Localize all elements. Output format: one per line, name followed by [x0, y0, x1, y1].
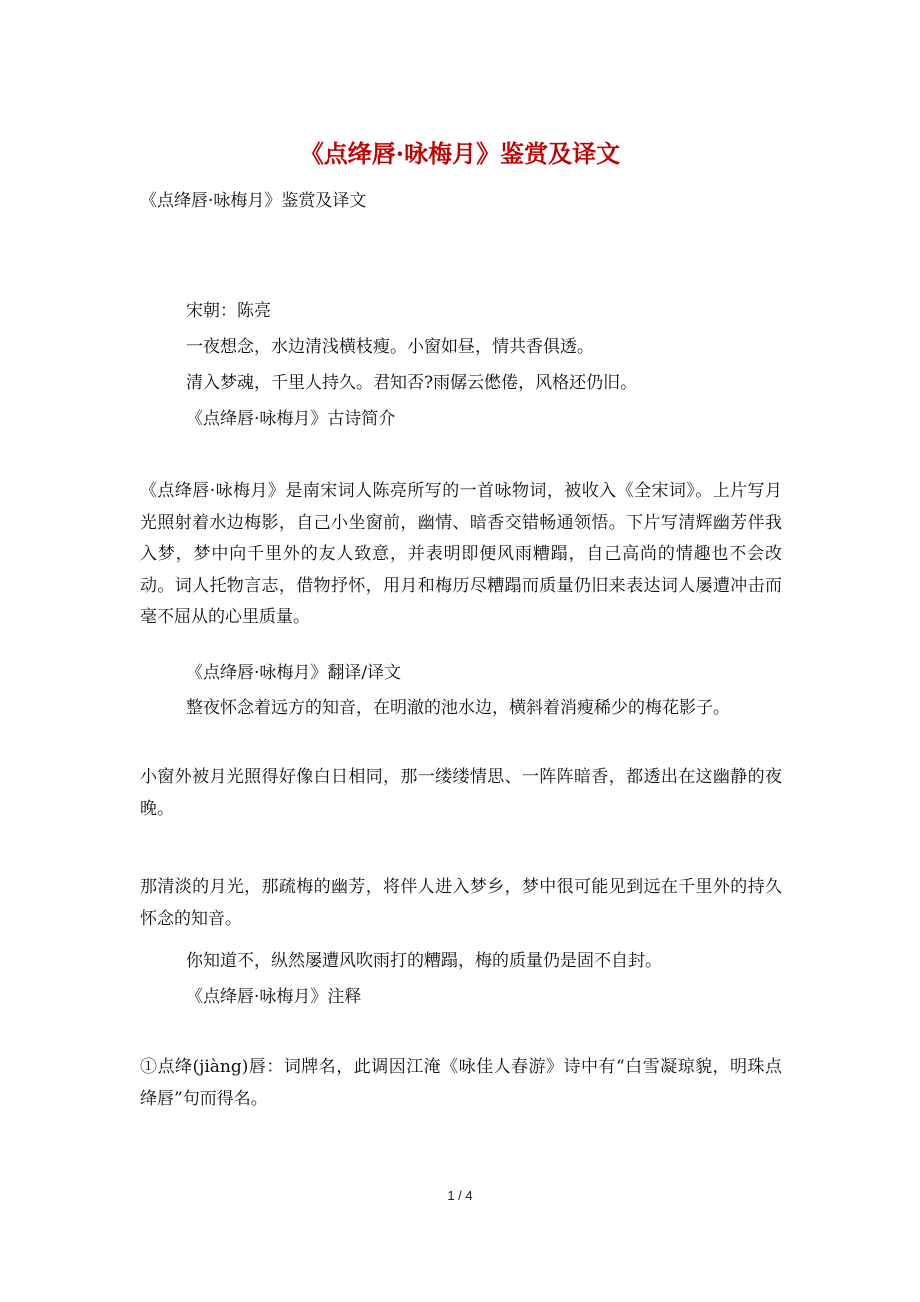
- note-1: ①点绛(jiàng)唇：词牌名，此调因江淹《咏佳人春游》诗中有“白雪凝琼貌，明珠点绛唇”句而得名。: [140, 1057, 782, 1109]
- translation-paragraph-3: 那清淡的月光，那疏梅的幽芳，将伴人进入梦乡，梦中很可能见到远在千里外的持久怀念的知音。: [140, 877, 782, 929]
- document-title: 《点绛唇·咏梅月》鉴赏及译文: [299, 139, 621, 168]
- translation-paragraph-1: 整夜怀念着远方的知音，在明澈的池水边，横斜着消瘦稀少的梅花影子。: [186, 698, 730, 718]
- poem-line-1: 一夜想念，水边清浅横枝瘦。小窗如昼，情共香俱透。: [186, 337, 594, 357]
- subtitle: 《点绛唇·咏梅月》鉴赏及译文: [140, 191, 367, 211]
- poem-author: 宋朝：陈亮: [186, 301, 271, 321]
- poem-line-2: 清入梦魂，千里人持久。君知否?雨僝云僽倦，风格还仍旧。: [186, 373, 638, 393]
- intro-paragraph: 《点绛唇·咏梅月》是南宋词人陈亮所写的一首咏物词，被收入《全宋词》。上片写月光照射着水边梅影，自己小坐窗前，幽情、暗香交错畅通领悟。下片写清辉幽芳伴我入梦，梦中向千里外的友人致意，并表明即便风雨糟蹋，自己高尚的情趣也不会改动。词人托物言志，借物抒怀，用月和梅历尽糟蹋而质量仍旧来表达词人屡遭冲击而毫不屈从的心里质量。: [140, 481, 782, 627]
- intro-heading: 《点绛唇·咏梅月》古诗简介: [186, 409, 396, 429]
- notes-heading: 《点绛唇·咏梅月》注释: [186, 987, 362, 1007]
- translation-paragraph-2: 小窗外被月光照得好像白日相同，那一缕缕情思、一阵阵暗香，都透出在这幽静的夜晚。: [140, 767, 782, 819]
- translation-paragraph-4: 你知道不，纵然屡遭风吹雨打的糟蹋，梅的质量仍是固不自封。: [186, 951, 662, 971]
- page-indicator: 1 / 4: [447, 1188, 473, 1203]
- translation-heading: 《点绛唇·咏梅月》翻译/译文: [186, 663, 402, 683]
